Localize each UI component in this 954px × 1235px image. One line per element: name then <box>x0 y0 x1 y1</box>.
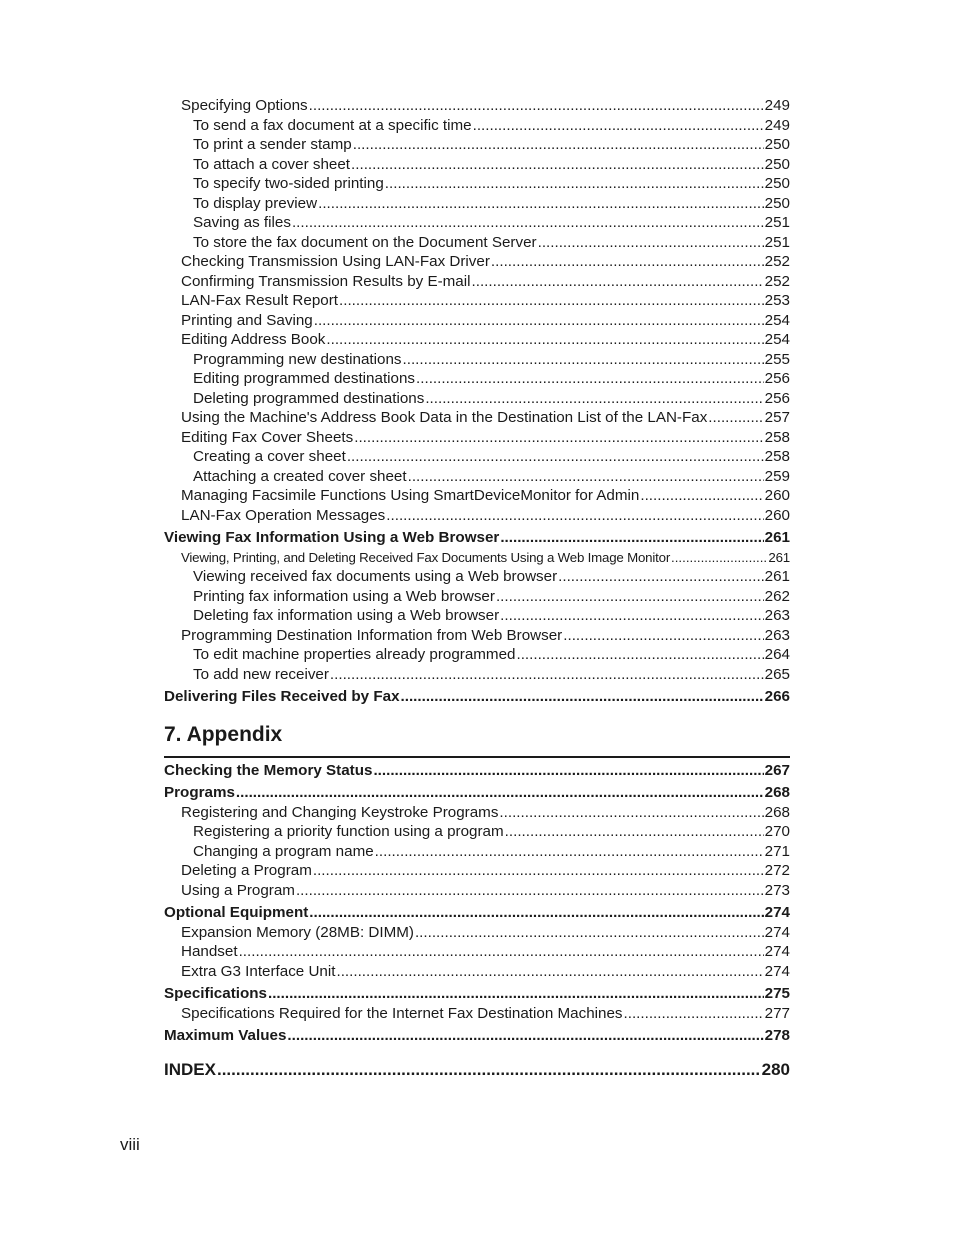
toc-entry[interactable] <box>164 252 790 272</box>
toc-entry[interactable] <box>164 861 790 881</box>
toc-entry-page: 277 <box>764 1004 790 1022</box>
toc-entry-title: To send a fax document at a specific time <box>193 116 472 134</box>
dot-leader <box>425 389 763 409</box>
toc-entry-title: Confirming Transmission Results by E-mail <box>181 272 471 290</box>
toc-entry-page: 264 <box>764 646 790 663</box>
toc-entry-page: 255 <box>764 350 790 368</box>
toc-entry[interactable] <box>164 116 790 136</box>
toc-entry[interactable] <box>164 408 790 428</box>
toc-entry[interactable] <box>164 213 790 233</box>
toc-entry-title: Deleting programmed destinations <box>193 389 425 407</box>
toc-entry-title: To print a sender stamp <box>193 136 352 153</box>
dot-leader <box>353 135 764 155</box>
toc-entry-page: 274 <box>764 904 790 921</box>
toc-entry-page: 274 <box>764 943 790 960</box>
chapter-heading: 7. Appendix <box>164 722 790 758</box>
toc-entry[interactable] <box>164 194 790 214</box>
toc-entry-title: Registering a priority function using a program <box>193 823 504 840</box>
toc-entry-title: Changing a program name <box>193 842 374 860</box>
toc-entry-page: 254 <box>764 331 790 348</box>
dot-leader <box>373 761 763 781</box>
toc-entry-title: Specifying Options <box>181 97 308 114</box>
dot-leader <box>354 428 763 448</box>
toc-entry-title: Managing Facsimile Functions Using SmartDeviceMonitor for Admin <box>181 487 640 504</box>
dot-leader <box>239 942 764 962</box>
dot-leader <box>500 606 764 626</box>
dot-leader <box>318 194 764 214</box>
toc-entry[interactable] <box>164 903 790 923</box>
dot-leader <box>386 506 763 526</box>
toc-entry[interactable] <box>164 803 790 823</box>
dot-leader <box>500 528 763 548</box>
dot-leader <box>416 369 764 389</box>
dot-leader <box>473 116 764 136</box>
toc-entry-title: Attaching a created cover sheet <box>193 467 407 485</box>
toc-entry[interactable] <box>164 1004 790 1024</box>
toc-entry-page: 258 <box>764 428 790 446</box>
toc-entry[interactable] <box>164 567 790 587</box>
dot-leader <box>385 174 764 194</box>
toc-entry-page: 249 <box>764 97 790 114</box>
toc-entry-title: Editing Fax Cover Sheets <box>181 428 354 446</box>
toc-entry[interactable] <box>164 606 790 626</box>
toc-entry[interactable] <box>164 369 790 389</box>
toc-entry-page: 251 <box>764 214 790 231</box>
toc-entry-page: 263 <box>764 626 790 644</box>
toc-entry-page: 275 <box>764 985 790 1002</box>
toc-entry-page: 259 <box>764 467 790 485</box>
toc-entry[interactable] <box>164 761 790 781</box>
toc-entry-title: To add new receiver <box>193 665 329 683</box>
toc-entry[interactable] <box>164 311 790 331</box>
toc-entry[interactable] <box>164 548 790 568</box>
toc-entry-title: To store the fax document on the Document Server <box>193 233 537 251</box>
toc-entry-title: Extra G3 Interface Unit <box>181 962 336 980</box>
toc-entry-page: 274 <box>764 923 790 941</box>
toc-entry-title: Delivering Files Received by Fax <box>164 688 400 705</box>
toc-entry-page: 271 <box>764 842 790 860</box>
toc-entry-page: 265 <box>764 665 790 683</box>
toc-entry-page: 263 <box>764 607 790 624</box>
dot-leader <box>499 803 763 823</box>
toc-entry-page: 267 <box>764 761 790 779</box>
toc-entry-page: 261 <box>764 529 790 546</box>
toc-entry[interactable] <box>164 528 790 548</box>
toc-entry[interactable] <box>164 291 790 311</box>
toc-entry-title: Creating a cover sheet <box>193 448 346 465</box>
dot-leader <box>558 567 764 587</box>
toc-entry-page: 250 <box>764 194 790 212</box>
dot-leader <box>339 291 764 311</box>
table-of-contents <box>164 96 790 1081</box>
dot-leader <box>401 687 764 707</box>
toc-entry[interactable] <box>164 687 790 707</box>
toc-entry-title: Editing programmed destinations <box>193 370 416 387</box>
toc-entry-title: Specifications <box>164 985 267 1002</box>
toc-entry-title: INDEX <box>164 1059 216 1079</box>
dot-leader <box>624 1004 764 1024</box>
dot-leader <box>375 842 764 862</box>
dot-leader <box>563 626 763 646</box>
dot-leader <box>336 962 763 982</box>
toc-entry-page: 274 <box>764 962 790 980</box>
toc-entry[interactable] <box>164 486 790 506</box>
dot-leader <box>351 155 764 175</box>
toc-entry[interactable] <box>164 447 790 467</box>
toc-entry-page: 268 <box>764 784 790 801</box>
dot-leader <box>309 96 764 116</box>
toc-entry[interactable] <box>164 428 790 448</box>
toc-entry-title: Viewing, Printing, and Deleting Received Fax Documents Using a Web Image Monitor <box>181 549 671 565</box>
toc-entry[interactable] <box>164 135 790 155</box>
dot-leader <box>505 822 764 842</box>
toc-entry-page: 250 <box>764 175 790 192</box>
toc-entry[interactable] <box>164 881 790 901</box>
toc-entry-title: Viewing Fax Information Using a Web Browser <box>164 529 500 546</box>
toc-entry[interactable] <box>164 842 790 862</box>
dot-leader <box>415 923 764 943</box>
toc-entry-title: Using the Machine's Address Book Data in the Destination List of the LAN-Fax <box>181 409 708 426</box>
toc-entry-page: 280 <box>761 1059 790 1079</box>
toc-entry[interactable] <box>164 942 790 962</box>
toc-entry[interactable] <box>164 783 790 803</box>
dot-leader <box>491 252 764 272</box>
toc-entry-page: 256 <box>764 370 790 387</box>
toc-entry-page: 261 <box>764 568 790 585</box>
toc-entry[interactable] <box>164 155 790 175</box>
toc-entry-title: Programs <box>164 784 235 801</box>
toc-entry-title: Optional Equipment <box>164 904 309 921</box>
toc-entry-title: Saving as files <box>193 214 291 231</box>
toc-entry-title: Programming new destinations <box>193 350 402 368</box>
dot-leader <box>292 213 764 233</box>
toc-entry-title: Checking Transmission Using LAN-Fax Driver <box>181 253 490 270</box>
toc-entry[interactable] <box>164 984 790 1004</box>
toc-entry-page: 270 <box>764 823 790 840</box>
dot-leader <box>217 1059 761 1081</box>
toc-entry[interactable] <box>164 96 790 116</box>
toc-entry-page: 278 <box>764 1027 790 1044</box>
toc-entry-title: LAN-Fax Result Report <box>181 292 338 309</box>
toc-entry-page: 250 <box>764 155 790 173</box>
dot-leader <box>236 783 764 803</box>
toc-entry-page: 256 <box>764 389 790 407</box>
toc-entry[interactable] <box>164 506 790 526</box>
dot-leader <box>313 861 764 881</box>
toc-entry[interactable] <box>164 923 790 943</box>
dot-leader <box>330 665 764 685</box>
dot-leader <box>472 272 764 292</box>
toc-entry-page: 251 <box>764 233 790 251</box>
toc-entry-page: 262 <box>764 587 790 605</box>
toc-entry-title: Specifications Required for the Internet Fax Destination Machines <box>181 1004 623 1022</box>
toc-entry[interactable] <box>164 233 790 253</box>
dot-leader <box>347 447 764 467</box>
toc-entry-title: Editing Address Book <box>181 331 326 348</box>
toc-entry[interactable] <box>164 1026 790 1046</box>
dot-leader <box>287 1026 763 1046</box>
toc-entry[interactable] <box>164 587 790 607</box>
toc-entry-title: To attach a cover sheet <box>193 155 351 173</box>
dot-leader <box>326 330 763 350</box>
toc-entry-page: 252 <box>764 272 790 290</box>
dot-leader <box>708 408 763 428</box>
toc-entry[interactable] <box>164 389 790 409</box>
dot-leader <box>268 984 764 1004</box>
toc-entry-page: 261 <box>768 549 790 565</box>
toc-entry-title: Maximum Values <box>164 1027 287 1044</box>
dot-leader <box>640 486 763 506</box>
toc-entry-page: 249 <box>764 116 790 134</box>
toc-entry-title: Handset <box>181 943 238 960</box>
toc-entry[interactable] <box>164 467 790 487</box>
toc-entry-title: Registering and Changing Keystroke Programs <box>181 803 499 821</box>
toc-entry[interactable] <box>164 174 790 194</box>
toc-index-entry[interactable] <box>164 1059 790 1081</box>
toc-entry[interactable] <box>164 665 790 685</box>
toc-entry-title: Programming Destination Information from Web Browser <box>181 626 563 644</box>
dot-leader <box>309 903 763 923</box>
toc-entry-page: 250 <box>764 136 790 153</box>
toc-entry-page: 260 <box>764 506 790 524</box>
page-number: viii <box>120 1135 140 1154</box>
toc-entry-page: 258 <box>764 448 790 465</box>
toc-entry-title: Viewing received fax documents using a Web browser <box>193 568 558 585</box>
toc-entry-page: 253 <box>764 292 790 309</box>
dot-leader <box>408 467 764 487</box>
toc-entry-page: 254 <box>764 311 790 329</box>
dot-leader <box>314 311 764 331</box>
toc-entry-title: Checking the Memory Status <box>164 761 373 779</box>
dot-leader <box>496 587 764 607</box>
toc-entry-page: 260 <box>764 487 790 504</box>
toc-entry-title: Deleting a Program <box>181 862 312 879</box>
toc-entry-page: 266 <box>764 688 790 705</box>
toc-entry-page: 257 <box>764 409 790 426</box>
dot-leader <box>516 645 763 665</box>
dot-leader <box>296 881 764 901</box>
toc-entry-title: LAN-Fax Operation Messages <box>181 506 386 524</box>
toc-entry-title: Printing and Saving <box>181 311 313 329</box>
toc-entry-title: Printing fax information using a Web browser <box>193 587 495 605</box>
toc-entry-page: 273 <box>764 881 790 899</box>
toc-section-chapter6 <box>164 96 790 707</box>
dot-leader <box>538 233 764 253</box>
toc-entry-page: 268 <box>764 803 790 821</box>
toc-entry[interactable] <box>164 350 790 370</box>
toc-entry[interactable] <box>164 822 790 842</box>
dot-leader <box>403 350 764 370</box>
toc-entry[interactable] <box>164 330 790 350</box>
toc-entry-page: 252 <box>764 253 790 270</box>
toc-entry-title: Deleting fax information using a Web browser <box>193 607 500 624</box>
toc-entry-title: To display preview <box>193 194 318 212</box>
toc-entry[interactable] <box>164 962 790 982</box>
dot-leader <box>671 548 767 568</box>
toc-entry[interactable] <box>164 626 790 646</box>
toc-entry-title: Using a Program <box>181 881 295 899</box>
toc-entry-title: Expansion Memory (28MB: DIMM) <box>181 923 414 941</box>
toc-entry[interactable] <box>164 645 790 665</box>
toc-section-appendix <box>164 761 790 1046</box>
toc-entry[interactable] <box>164 272 790 292</box>
toc-entry-page: 272 <box>764 862 790 879</box>
toc-entry-title: To specify two-sided printing <box>193 175 384 192</box>
toc-entry-title: To edit machine properties already programmed <box>193 646 516 663</box>
